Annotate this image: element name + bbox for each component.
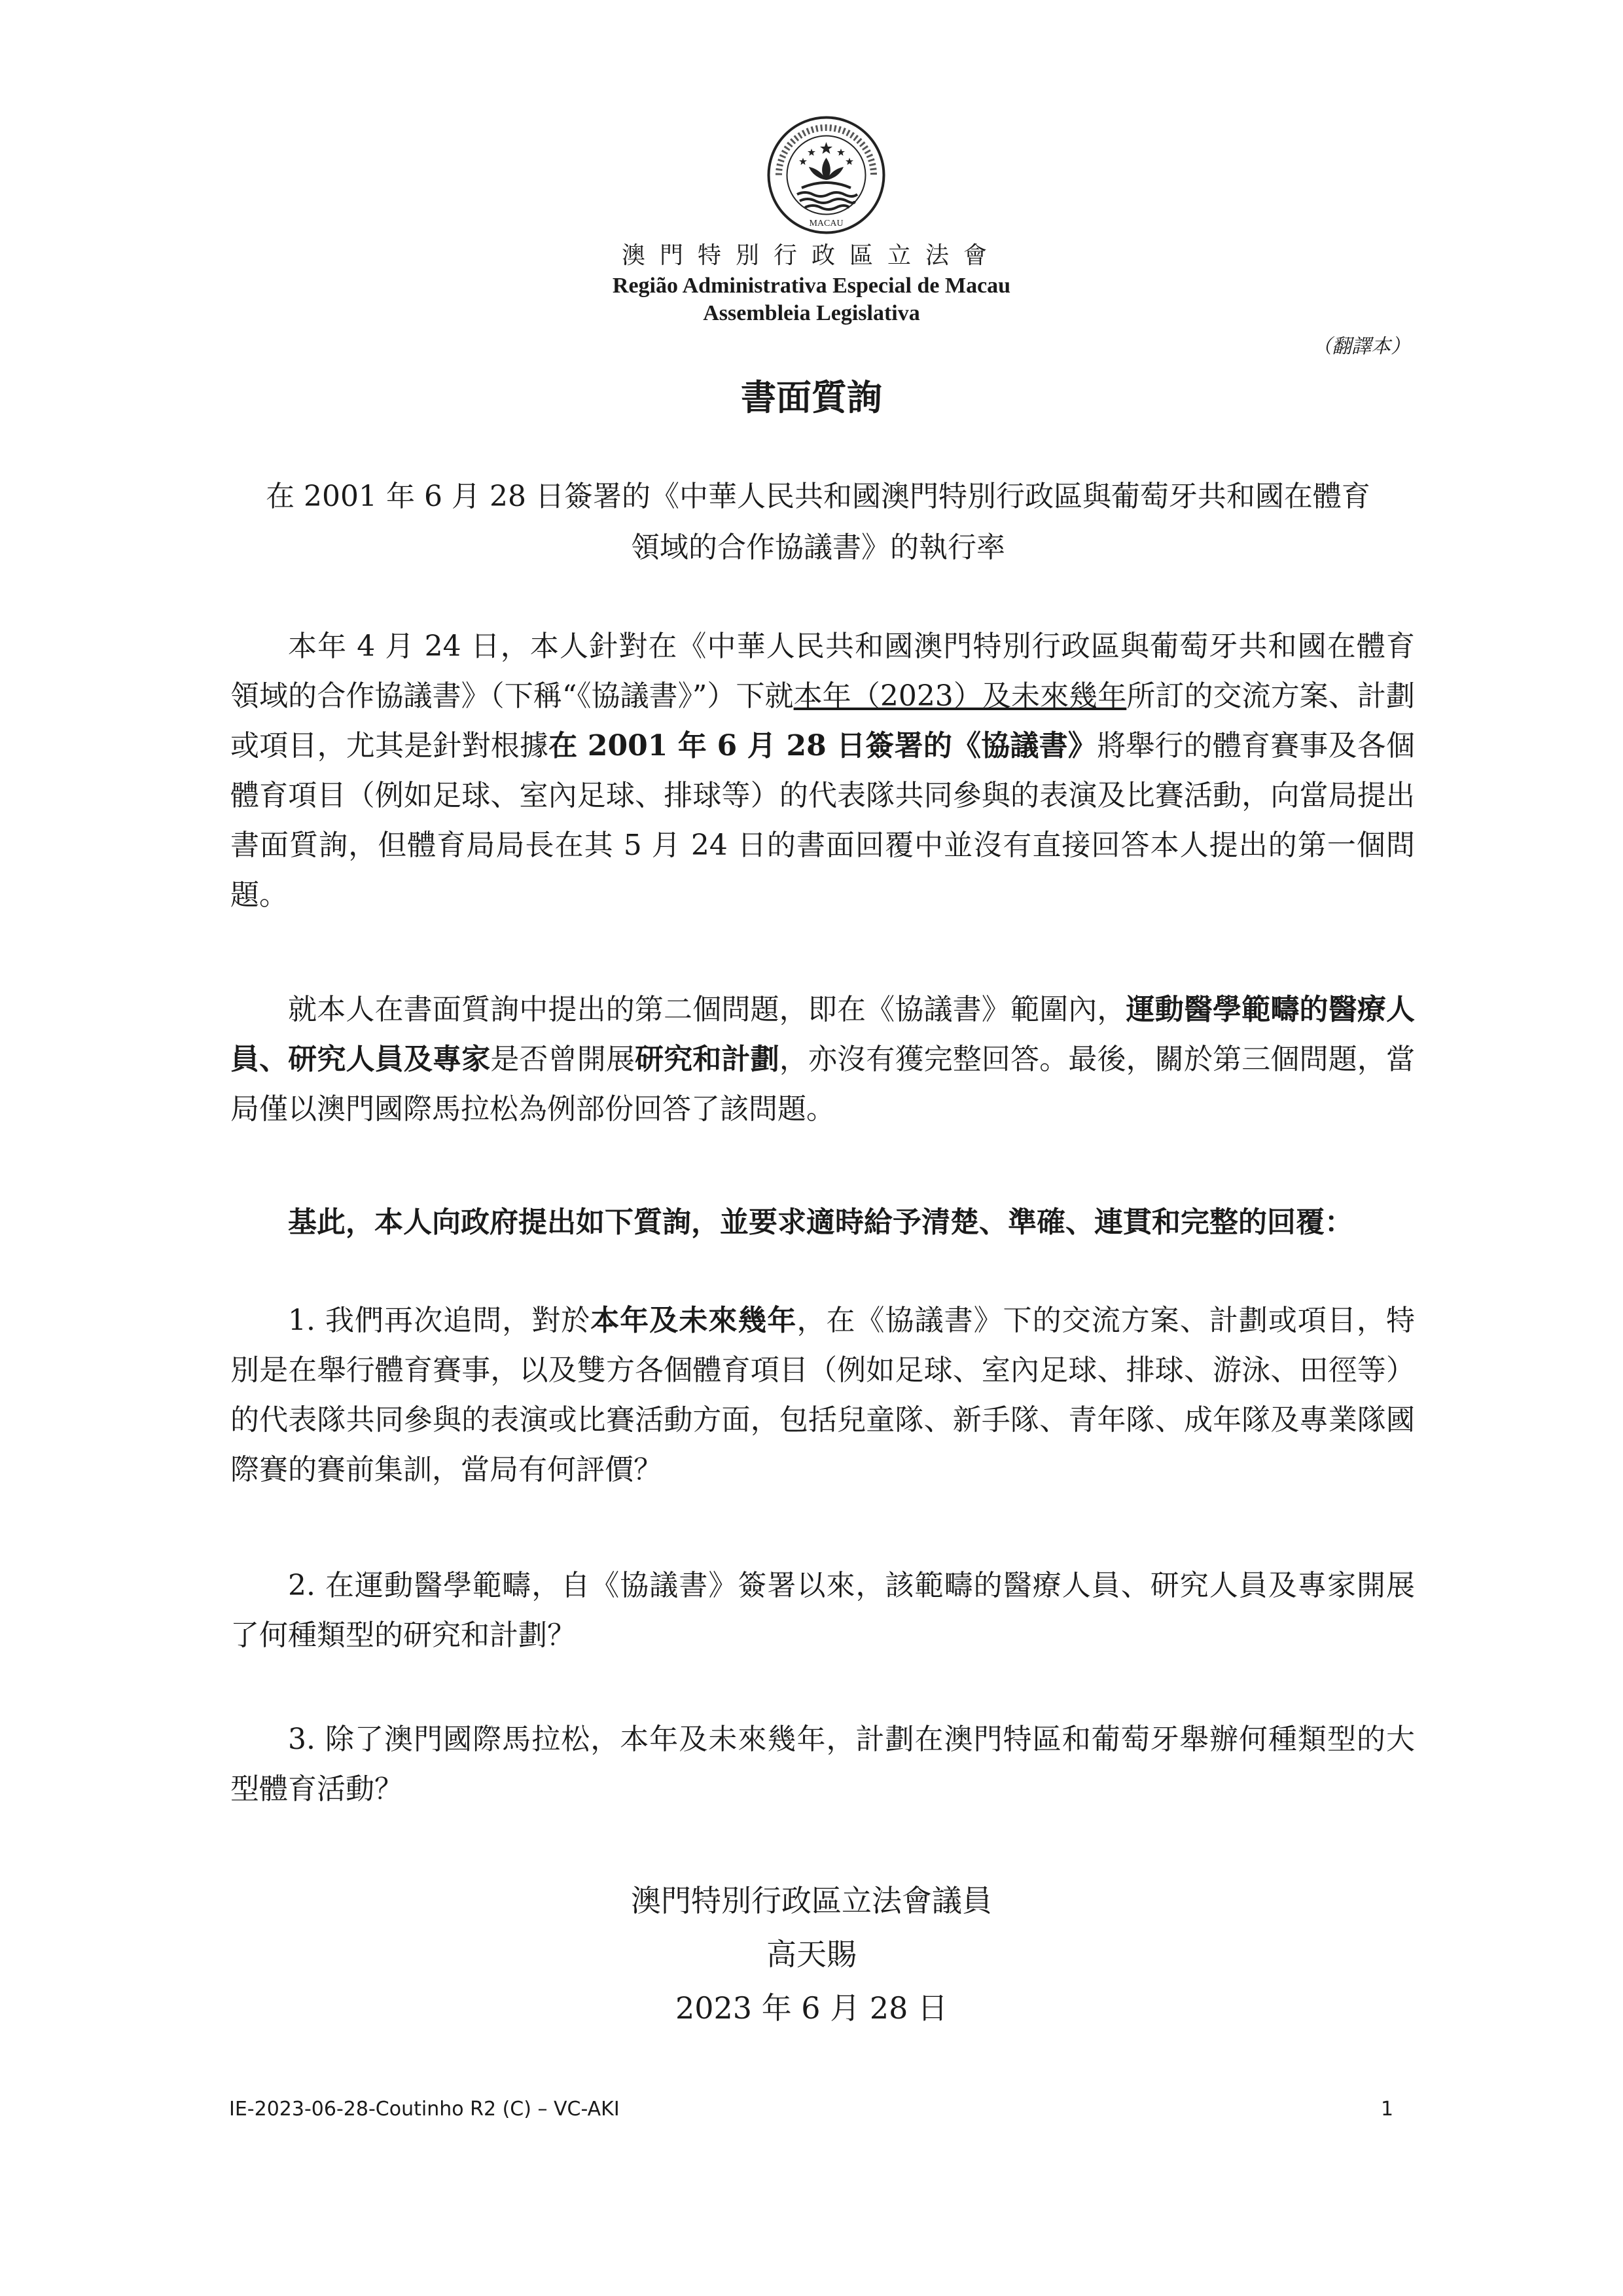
document-title: 書面質詢 — [741, 376, 882, 418]
institution-name-pt-line2: Assembleia Legislativa — [703, 301, 920, 325]
question-3: 3. 除了澳門國際馬拉松，本年及未來幾年，計劃在澳門特區和葡萄牙舉辦何種類型的大型體育活動？ — [230, 1723, 1415, 1806]
paragraph-3: 基此，本人向政府提出如下質詢，並要求適時給予清楚、準確、連貫和完整的回覆： — [288, 1206, 1353, 1239]
institution-name-pt-line1: Região Administrativa Especial de Macau — [612, 274, 1011, 298]
page-number: 1 — [1381, 2098, 1394, 2121]
subject-line-2: 領域的合作協議書》的執行率 — [631, 531, 1005, 564]
paragraph-1-text-b: 所訂的交流方案、計劃或項目，尤其是針對根據 — [230, 679, 1415, 762]
paragraph-2-bold-b: 研究和計劃 — [635, 1043, 779, 1076]
emblem-label: MACAU — [809, 219, 844, 228]
paragraph-2-text-b: 是否曾開展 — [490, 1043, 635, 1076]
institution-name-zh: 澳門特別行政區立法會 — [621, 242, 1001, 269]
paragraph-2 — [230, 985, 1415, 1134]
paragraph-1-underlined: 本年（2023）及未來幾年 — [793, 679, 1127, 713]
signature-date: 2023 年 6 月 28 日 — [675, 1990, 948, 2026]
question-2: 2. 在運動醫學範疇，自《協議書》簽署以來，該範疇的醫療人員、研究人員及專家開展了何種類型的研究和計劃？ — [230, 1569, 1415, 1652]
paragraph-2-bold-a: 運動醫學範疇的醫療人員、研究人員及專家 — [230, 993, 1415, 1076]
translation-note: （翻譯本） — [1312, 335, 1410, 358]
paragraph-1-text-c: 將舉行的體育賽事及各個體育項目（例如足球、室內足球、排球等）的代表隊共同參與的表演及比賽活動，向當局提出書面質詢，但體育局局長在其 5 月 24 日的書面回覆中並沒有直接回答本人提出的第一個問題。 — [230, 729, 1416, 912]
question-1-bold: 本年及未來幾年 — [590, 1304, 797, 1337]
paragraph-1 — [230, 622, 1415, 920]
question-1-text-b: ，在《協議書》下的交流方案、計劃或項目，特別是在舉行體育賽事，以及雙方各個體育項目（例如足球、室內足球、排球、游泳、田徑等）的代表隊共同參與的表演或比賽活動方面，包括兒童隊、新手隊、青年隊、成年隊及專業隊國際賽的賽前集訓，當局有何評價？ — [230, 1304, 1416, 1486]
signature-name: 高天賜 — [766, 1937, 857, 1972]
paragraph-2-text-c: ，亦沒有獲完整回答。最後，關於第三個問題，當局僅以澳門國際馬拉松為例部份回答了該問題。 — [230, 1043, 1416, 1126]
paragraph-1-bold: 在 2001 年 6 月 28 日簽署的《協議書》 — [548, 729, 1097, 762]
footer-reference: IE-2023-06-28-Coutinho R2 (C) – VC-AKI — [229, 2098, 620, 2121]
macau-emblem-icon — [766, 115, 887, 236]
signature-title: 澳門特別行政區立法會議員 — [631, 1883, 992, 1918]
subject-line-1: 在 2001 年 6 月 28 日簽署的《中華人民共和國澳門特別行政區與葡萄牙共和國在體育 — [266, 480, 1370, 513]
subject-heading — [223, 471, 1414, 573]
paragraph-1-text-a: 本年 4 月 24 日，本人針對在《中華人民共和國澳門特別行政區與葡萄牙共和國在體育領域的合作協議書》（下稱“《協議書》”）下就 — [230, 630, 1415, 713]
question-1-text-a: 1. 我們再次追問，對於 — [288, 1304, 591, 1337]
paragraph-2-text-a: 就本人在書面質詢中提出的第二個問題，即在《協議書》範圍內， — [288, 993, 1126, 1026]
question-1 — [230, 1296, 1415, 1495]
